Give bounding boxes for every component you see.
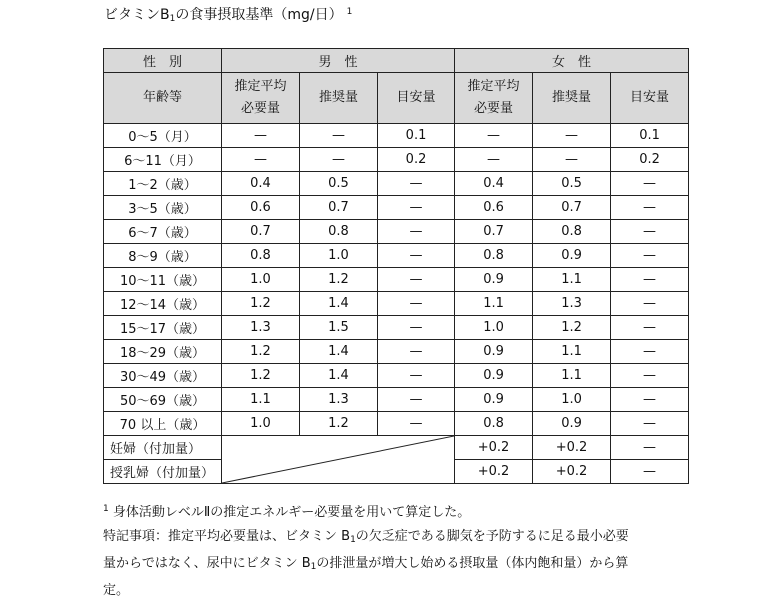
table-cell: 1.1 xyxy=(222,388,300,412)
table-cell: 0.9 xyxy=(455,388,533,412)
table-cell: 1.2 xyxy=(533,316,611,340)
table-cell: — xyxy=(222,124,300,148)
table-cell: — xyxy=(533,124,611,148)
table-cell: 0.9 xyxy=(455,364,533,388)
table-cell: 1.2 xyxy=(300,268,378,292)
table-cell: 0.8 xyxy=(300,220,378,244)
footnote: $^1$ 身体活動レベルⅡの推定エネルギー必要量を用いて算定した。 xyxy=(103,504,471,520)
table-row xyxy=(104,388,689,412)
table-cell: 1.4 xyxy=(300,364,378,388)
table-cell: 0.7 xyxy=(300,196,378,220)
table-cell: — xyxy=(455,124,533,148)
table-cell: — xyxy=(611,292,689,316)
table-row xyxy=(104,436,689,460)
age-cell: 30～49（歳） xyxy=(104,364,222,388)
table-cell: 0.5 xyxy=(300,172,378,196)
age-cell: 6～11（月） xyxy=(104,148,222,172)
sex-header: 性 別 xyxy=(104,49,222,73)
table-cell: 1.0 xyxy=(300,244,378,268)
female-ai-header: 目安量 xyxy=(611,73,689,124)
table-cell: — xyxy=(611,172,689,196)
table-cell: — xyxy=(611,412,689,436)
table-cell: 0.1 xyxy=(378,124,455,148)
table-cell: 0.8 xyxy=(533,220,611,244)
table-cell: — xyxy=(378,244,455,268)
table-cell: 0.8 xyxy=(455,244,533,268)
table-cell: — xyxy=(611,196,689,220)
notes xyxy=(103,497,703,603)
table-cell: 1.2 xyxy=(222,340,300,364)
table-cell: +0.2 xyxy=(533,436,611,460)
table-cell: 1.0 xyxy=(533,388,611,412)
table-cell: 0.6 xyxy=(455,196,533,220)
table-cell: — xyxy=(378,196,455,220)
table-cell: — xyxy=(611,220,689,244)
table-cell: 0.9 xyxy=(455,268,533,292)
table-cell: 1.5 xyxy=(300,316,378,340)
age-cell: 12～14（歳） xyxy=(104,292,222,316)
table-cell: — xyxy=(611,364,689,388)
table-row xyxy=(104,292,689,316)
table-cell: +0.2 xyxy=(455,436,533,460)
table-row xyxy=(104,172,689,196)
table-row xyxy=(104,148,689,172)
table-cell: 0.4 xyxy=(455,172,533,196)
table-cell: — xyxy=(378,412,455,436)
table-cell: — xyxy=(611,244,689,268)
table-cell: — xyxy=(378,172,455,196)
table-cell: 1.4 xyxy=(300,340,378,364)
table-cell: 1.2 xyxy=(222,292,300,316)
table-cell: — xyxy=(611,460,689,484)
male-rda-header: 推奨量 xyxy=(300,73,378,124)
table-cell: — xyxy=(378,268,455,292)
table-cell: 0.1 xyxy=(611,124,689,148)
table-cell: 1.3 xyxy=(533,292,611,316)
table-cell: 0.7 xyxy=(222,220,300,244)
table-cell: 0.8 xyxy=(222,244,300,268)
diagonal-line xyxy=(222,436,454,483)
table-cell: 1.0 xyxy=(455,316,533,340)
table-cell: — xyxy=(378,292,455,316)
table-cell: 1.3 xyxy=(222,316,300,340)
female-ear-header: 推定平均 必要量 xyxy=(455,73,533,124)
not-applicable-cell xyxy=(222,436,455,484)
table-cell: 1.1 xyxy=(533,268,611,292)
age-cell: 15～17（歳） xyxy=(104,316,222,340)
table-row xyxy=(104,196,689,220)
table-cell: 0.9 xyxy=(533,412,611,436)
thiamin-intake-table xyxy=(103,48,689,484)
age-cell: 18～29（歳） xyxy=(104,340,222,364)
table-cell: — xyxy=(611,340,689,364)
special-note: 特記事項：推定平均必要量は、ビタミン $B_1$の欠乏症である脚気を予防するに足る最小必要 量からではなく、尿中にビタミン $B_1$の排泄量が増大し始める摂取量（体内飽和量）から算 定。 xyxy=(103,529,629,598)
male-header: 男 性 xyxy=(222,49,455,73)
table-cell: 0.2 xyxy=(611,148,689,172)
age-cell: 3～5（歳） xyxy=(104,196,222,220)
age-header: 年齢等 xyxy=(104,73,222,124)
table-cell: 0.5 xyxy=(533,172,611,196)
table-cell: 0.6 xyxy=(222,196,300,220)
table-cell: — xyxy=(300,124,378,148)
table-cell: 0.9 xyxy=(533,244,611,268)
table-cell: — xyxy=(378,316,455,340)
table-cell: — xyxy=(533,148,611,172)
table-row xyxy=(104,268,689,292)
row-label: 授乳婦（付加量） xyxy=(104,460,222,484)
table-cell: — xyxy=(378,364,455,388)
table-row xyxy=(104,316,689,340)
table-cell: — xyxy=(222,148,300,172)
table-cell: +0.2 xyxy=(533,460,611,484)
table-cell: 1.0 xyxy=(222,268,300,292)
male-ai-header: 目安量 xyxy=(378,73,455,124)
table-cell: — xyxy=(611,316,689,340)
age-cell: 6～7（歳） xyxy=(104,220,222,244)
table-cell: — xyxy=(378,220,455,244)
table-cell: 0.4 xyxy=(222,172,300,196)
row-label: 妊婦（付加量） xyxy=(104,436,222,460)
table-cell: — xyxy=(611,388,689,412)
table-cell: — xyxy=(611,436,689,460)
age-cell: 70 以上（歳） xyxy=(104,412,222,436)
table-cell: 1.0 xyxy=(222,412,300,436)
table-cell: — xyxy=(300,148,378,172)
table-cell: — xyxy=(455,148,533,172)
table-cell: 0.7 xyxy=(533,196,611,220)
table-cell: — xyxy=(611,268,689,292)
table-cell: 0.7 xyxy=(455,220,533,244)
age-cell: 10～11（歳） xyxy=(104,268,222,292)
table-cell: 1.3 xyxy=(300,388,378,412)
age-cell: 8～9（歳） xyxy=(104,244,222,268)
table-cell: 1.2 xyxy=(300,412,378,436)
table-cell: 0.9 xyxy=(455,340,533,364)
page-title: ビタミン$B_1$の食事摂取基準（mg/日） $^1$ xyxy=(104,7,353,24)
table-row xyxy=(104,220,689,244)
table-row xyxy=(104,412,689,436)
table-cell: 1.1 xyxy=(533,340,611,364)
table-cell: +0.2 xyxy=(455,460,533,484)
table-row xyxy=(104,364,689,388)
table-row xyxy=(104,340,689,364)
table-cell: 1.4 xyxy=(300,292,378,316)
table-row xyxy=(104,244,689,268)
female-rda-header: 推奨量 xyxy=(533,73,611,124)
table-cell: — xyxy=(378,388,455,412)
table-cell: 1.2 xyxy=(222,364,300,388)
table-row xyxy=(104,124,689,148)
table-cell: — xyxy=(378,340,455,364)
age-cell: 1～2（歳） xyxy=(104,172,222,196)
age-cell: 50～69（歳） xyxy=(104,388,222,412)
male-ear-header: 推定平均 必要量 xyxy=(222,73,300,124)
table-cell: 1.1 xyxy=(455,292,533,316)
table-cell: 1.1 xyxy=(533,364,611,388)
table-cell: 0.8 xyxy=(455,412,533,436)
age-cell: 0～5（月） xyxy=(104,124,222,148)
female-header: 女 性 xyxy=(455,49,689,73)
table-cell: 0.2 xyxy=(378,148,455,172)
